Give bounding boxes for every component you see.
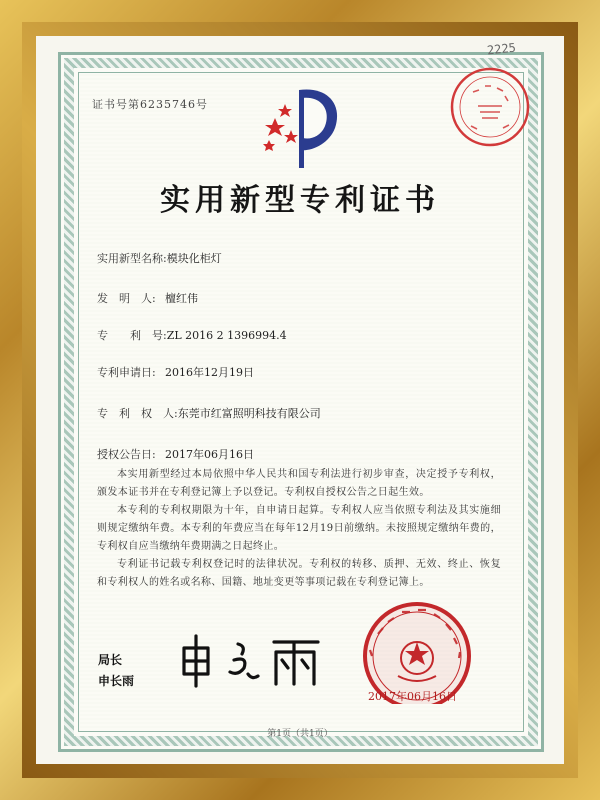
handwritten-note: 2225 xyxy=(486,40,517,58)
page-number: 第1页（共1页） xyxy=(267,729,333,739)
field-label: 授权公告日: xyxy=(97,448,156,461)
certificate-title: 实用新型专利证书 xyxy=(160,183,440,218)
field-grant-date xyxy=(97,446,254,462)
field-label: 实用新型名称: xyxy=(97,252,167,265)
paragraph-legal-status: 专利证书记载专利权登记时的法律状况。专利权的转移、质押、无效、终止、恢复和专利权人的姓名或名称、国籍、地址变更等事项记载在专利登记簿上。 xyxy=(97,559,501,588)
field-value: 2017年06月16日 xyxy=(165,448,254,461)
field-application-date xyxy=(97,364,254,380)
field-label: 专 利 号: xyxy=(97,329,167,342)
official-stamp-top xyxy=(445,62,535,152)
seal-date: 2017年06月16日 xyxy=(368,690,457,703)
field-label: 专利申请日: xyxy=(97,366,156,379)
field-value: ZL 2016 2 1396994.4 xyxy=(166,329,287,342)
field-value: 东莞市红富照明科技有限公司 xyxy=(177,407,321,420)
field-value: 2016年12月19日 xyxy=(165,366,254,379)
certificate-body xyxy=(97,466,501,592)
field-utility-model-name xyxy=(97,250,222,266)
director-signature xyxy=(176,630,336,690)
field-label: 发 明 人: xyxy=(97,292,156,305)
patent-office-logo-icon xyxy=(255,80,350,170)
director-title: 局长 xyxy=(98,653,123,667)
field-value: 模块化柜灯 xyxy=(166,252,222,265)
field-value: 檀红伟 xyxy=(165,292,198,305)
certificate-number: 证书号第6235746号 xyxy=(92,98,208,111)
director-name: 申长雨 xyxy=(98,674,135,688)
paragraph-grant: 本实用新型经过本局依照中华人民共和国专利法进行初步审查，决定授予专利权，颁发本证书并在专利登记簿上予以登记。专利权自授权公告之日起生效。 xyxy=(97,469,501,498)
field-patentee xyxy=(97,405,321,421)
field-label: 专 利 权 人: xyxy=(97,407,178,420)
field-inventor xyxy=(97,290,198,306)
field-patent-number xyxy=(97,327,287,343)
paragraph-term: 本专利的专利权期限为十年，自申请日起算。专利权人应当依照专利法及其实施细则规定缴纳年费。本专利的年费应当在每年12月19日前缴纳。未按照规定缴纳年费的，专利权自应当缴纳年费期满之日起终止。 xyxy=(97,505,501,552)
